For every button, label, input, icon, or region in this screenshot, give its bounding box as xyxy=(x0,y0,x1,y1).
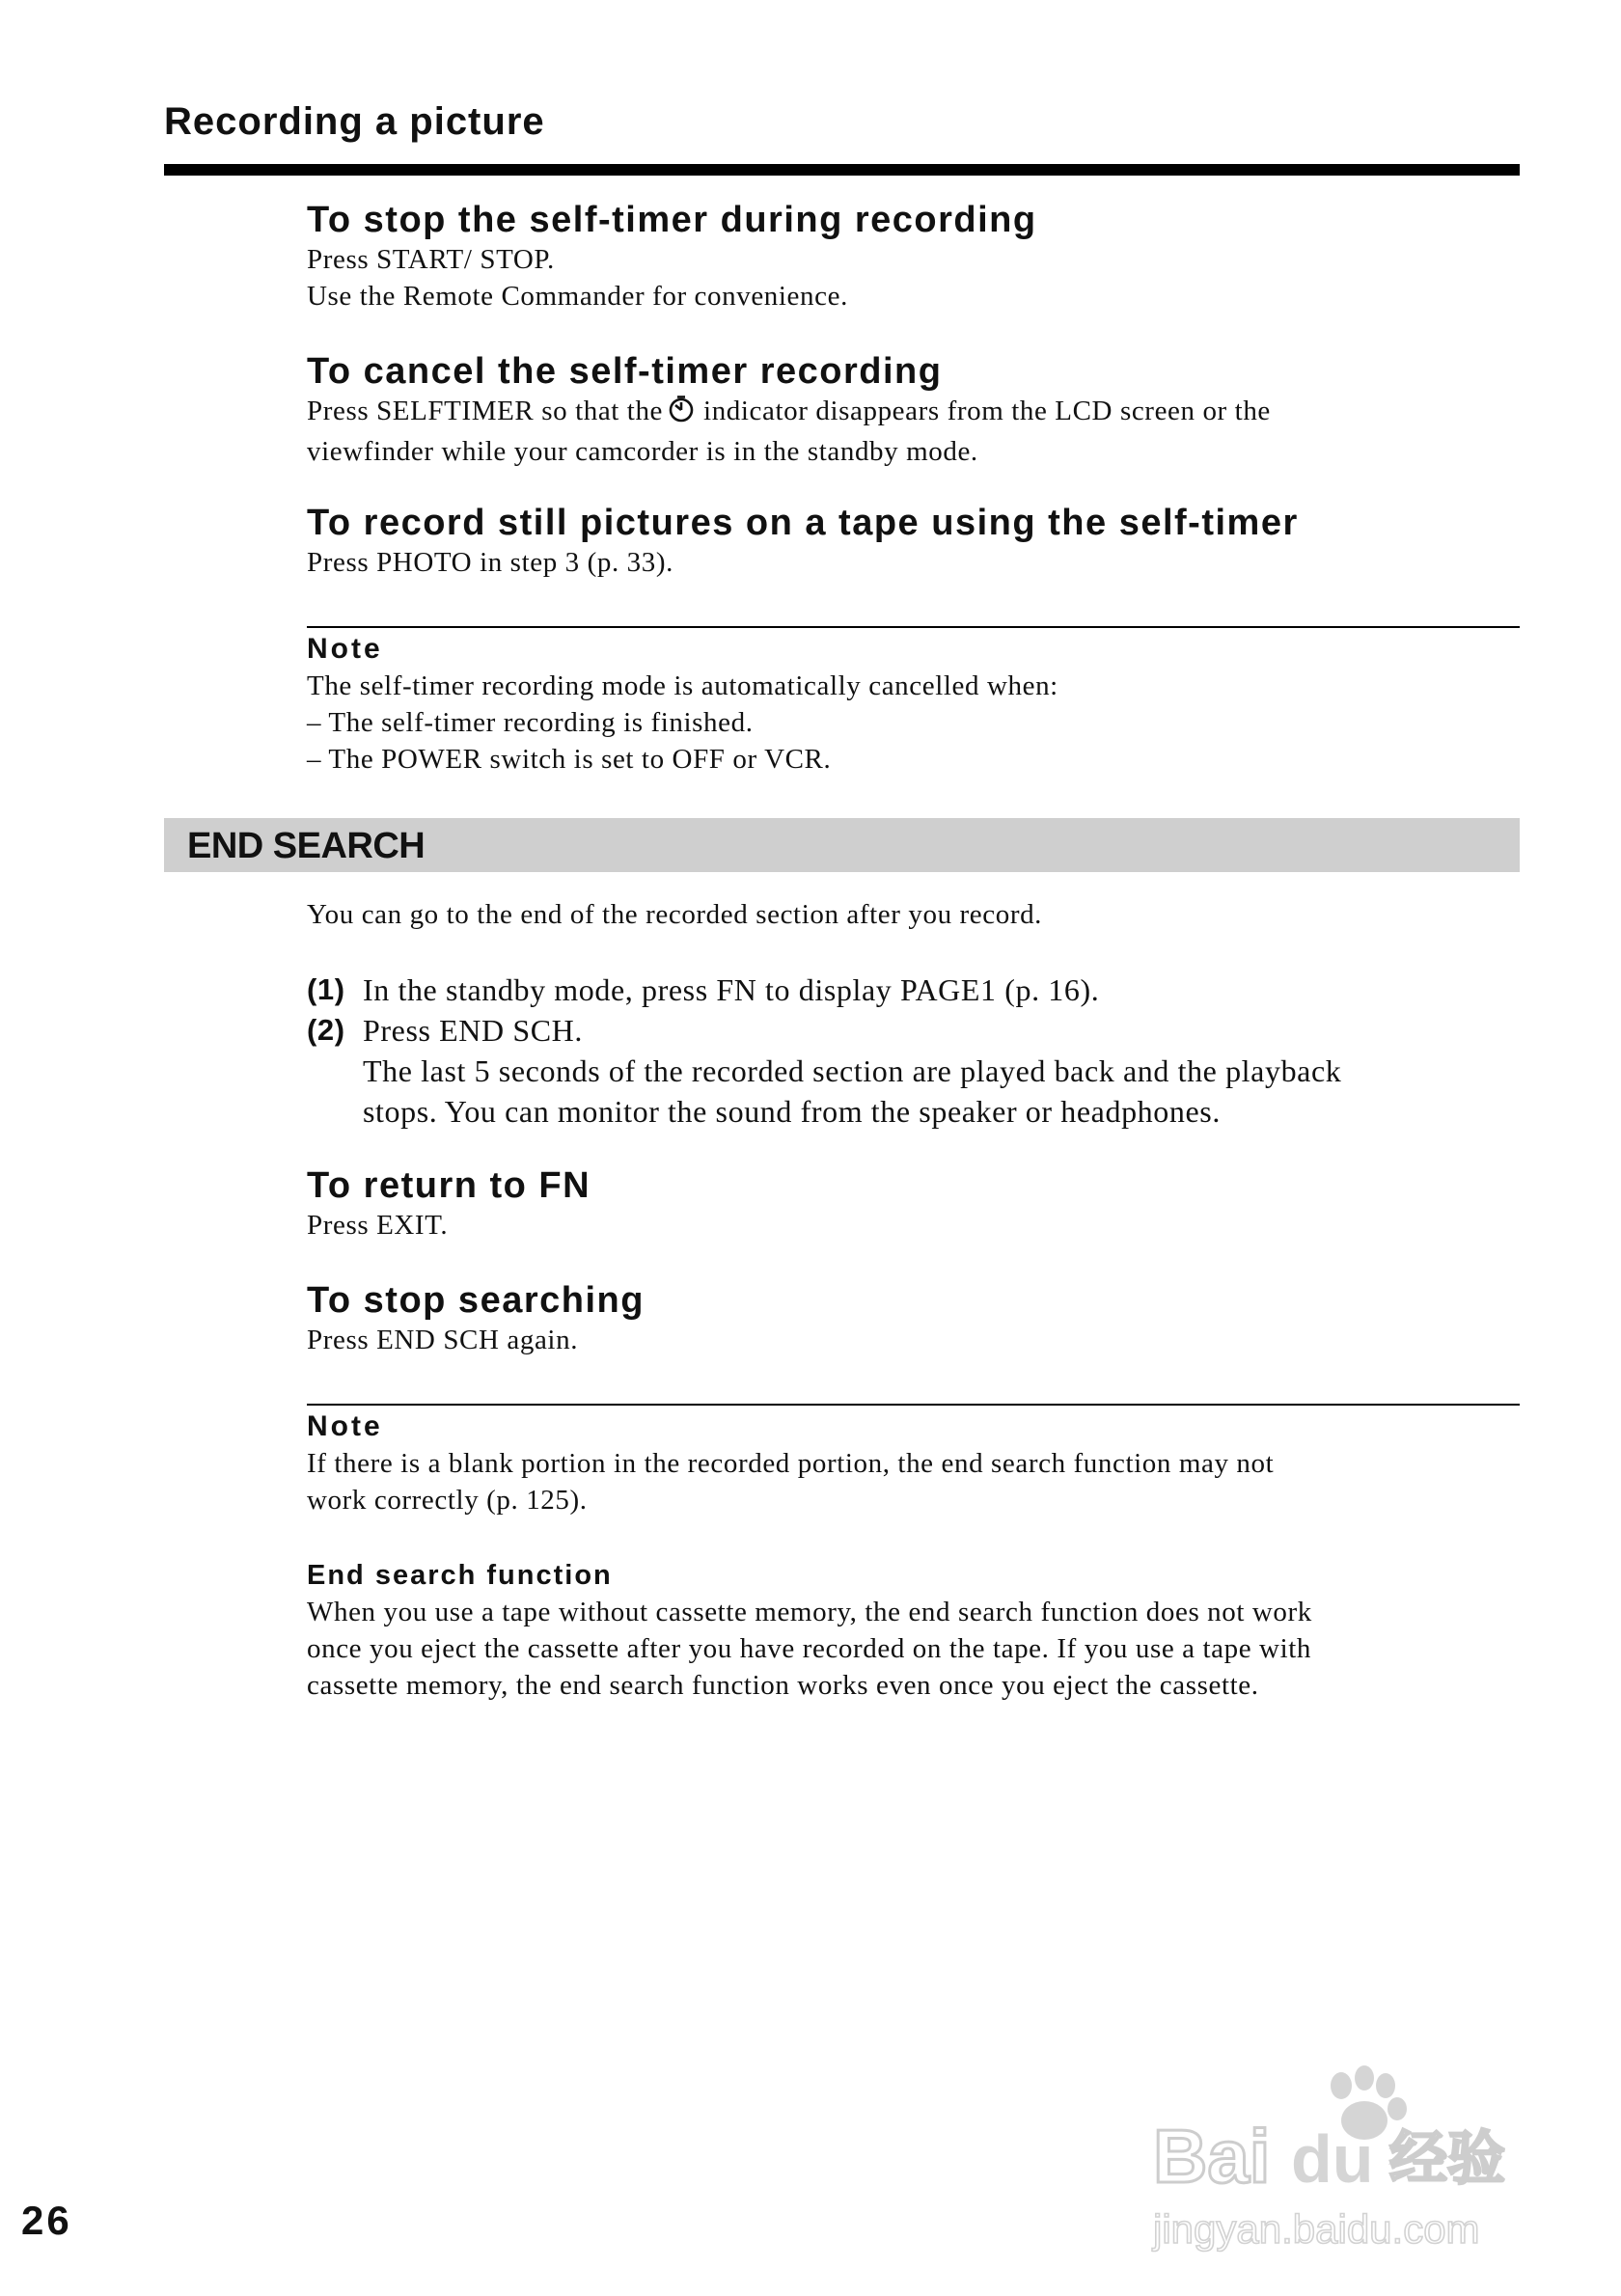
note1 xyxy=(307,631,1520,778)
note2-line2: work correctly (p. 125). xyxy=(307,1485,588,1516)
note1-line2: – The self-timer recording is finished. xyxy=(307,707,754,738)
end-search-function-heading: End search function xyxy=(307,1560,613,1591)
end-search-function-line3: cassette memory, the end search function works even once you eject the cassette. xyxy=(307,1670,1259,1701)
note2-line1: If there is a blank portion in the recorded portion, the end search function may not xyxy=(307,1448,1275,1479)
step-2 xyxy=(307,1010,1520,1132)
note2-label: Note xyxy=(307,1410,383,1442)
step-1-line1: In the standby mode, press FN to display PAGE1 (p. 16). xyxy=(363,972,1100,1007)
section-cancel-selftimer xyxy=(307,350,1520,470)
still-selftimer-line1: Press PHOTO in step 3 (p. 33). xyxy=(307,547,673,578)
cancel-selftimer-line2: viewfinder while your camcorder is in the standby mode. xyxy=(307,436,978,467)
header-rule xyxy=(164,164,1520,176)
end-search-intro-block xyxy=(307,896,1520,933)
note1-line3: – The POWER switch is set to OFF or VCR. xyxy=(307,744,832,775)
note1-line1: The self-timer recording mode is automatically cancelled when: xyxy=(307,670,1058,701)
end-search-function-line1: When you use a tape without cassette memory, the end search function does not work xyxy=(307,1597,1312,1627)
end-search-steps xyxy=(307,970,1520,1132)
section-title-end-search: END SEARCH xyxy=(187,826,426,866)
heading-return-fn: To return to FN xyxy=(307,1165,591,1206)
watermark-brand: Bai xyxy=(1153,2114,1271,2199)
note2 xyxy=(307,1408,1520,1518)
note1-label: Note xyxy=(307,633,383,665)
watermark-url: jingyan.baidu.com xyxy=(1153,2206,1480,2252)
end-search-intro: You can go to the end of the recorded section after you record. xyxy=(307,899,1043,930)
heading-still-selftimer: To record still pictures on a tape using the self-timer xyxy=(307,503,1299,543)
step-2-line3: stops. You can monitor the sound from the speaker or headphones. xyxy=(363,1094,1221,1129)
section-band-end-search xyxy=(164,818,1520,872)
section-stop-searching xyxy=(307,1279,1520,1358)
step-1 xyxy=(307,970,1520,1010)
baidu-watermark xyxy=(1148,2064,1553,2257)
heading-stop-searching: To stop searching xyxy=(307,1280,645,1321)
cancel-selftimer-line1 xyxy=(307,393,1520,433)
heading-cancel-selftimer: To cancel the self-timer recording xyxy=(307,351,943,392)
step-1-number: (1) xyxy=(307,972,345,1006)
end-search-function-line2: once you eject the cassette after you have recorded on the tape. If you use a tape with xyxy=(307,1633,1311,1664)
stop-searching-line1: Press END SCH again. xyxy=(307,1325,579,1355)
page-header-title: Recording a picture xyxy=(164,100,545,143)
page-number: 26 xyxy=(21,2198,72,2243)
end-search-function-block xyxy=(307,1557,1520,1704)
section-still-selftimer xyxy=(307,502,1520,581)
stop-selftimer-line1: Press START/ STOP. xyxy=(307,244,555,275)
note2-rule xyxy=(307,1404,1520,1406)
step-2-line2: The last 5 seconds of the recorded section are played back and the playback xyxy=(363,1053,1342,1088)
stop-selftimer-line2: Use the Remote Commander for convenience. xyxy=(307,281,848,312)
watermark-du: du xyxy=(1291,2121,1374,2197)
section-return-fn xyxy=(307,1164,1520,1244)
section-stop-selftimer xyxy=(307,199,1520,314)
note1-rule xyxy=(307,626,1520,628)
step-2-line1: Press END SCH. xyxy=(363,1013,583,1048)
watermark-brand-cn: 经验 xyxy=(1389,2125,1505,2193)
baidu-paw-logo xyxy=(1148,2064,1553,2257)
self-timer-icon xyxy=(667,395,696,433)
cancel-text-before-icon: Press SELFTIMER so that the xyxy=(307,396,664,426)
return-fn-line1: Press EXIT. xyxy=(307,1210,449,1241)
cancel-text-after-icon: indicator disappears from the LCD screen or the xyxy=(703,396,1271,426)
heading-stop-selftimer: To stop the self-timer during recording xyxy=(307,200,1037,240)
step-2-number: (2) xyxy=(307,1013,345,1047)
